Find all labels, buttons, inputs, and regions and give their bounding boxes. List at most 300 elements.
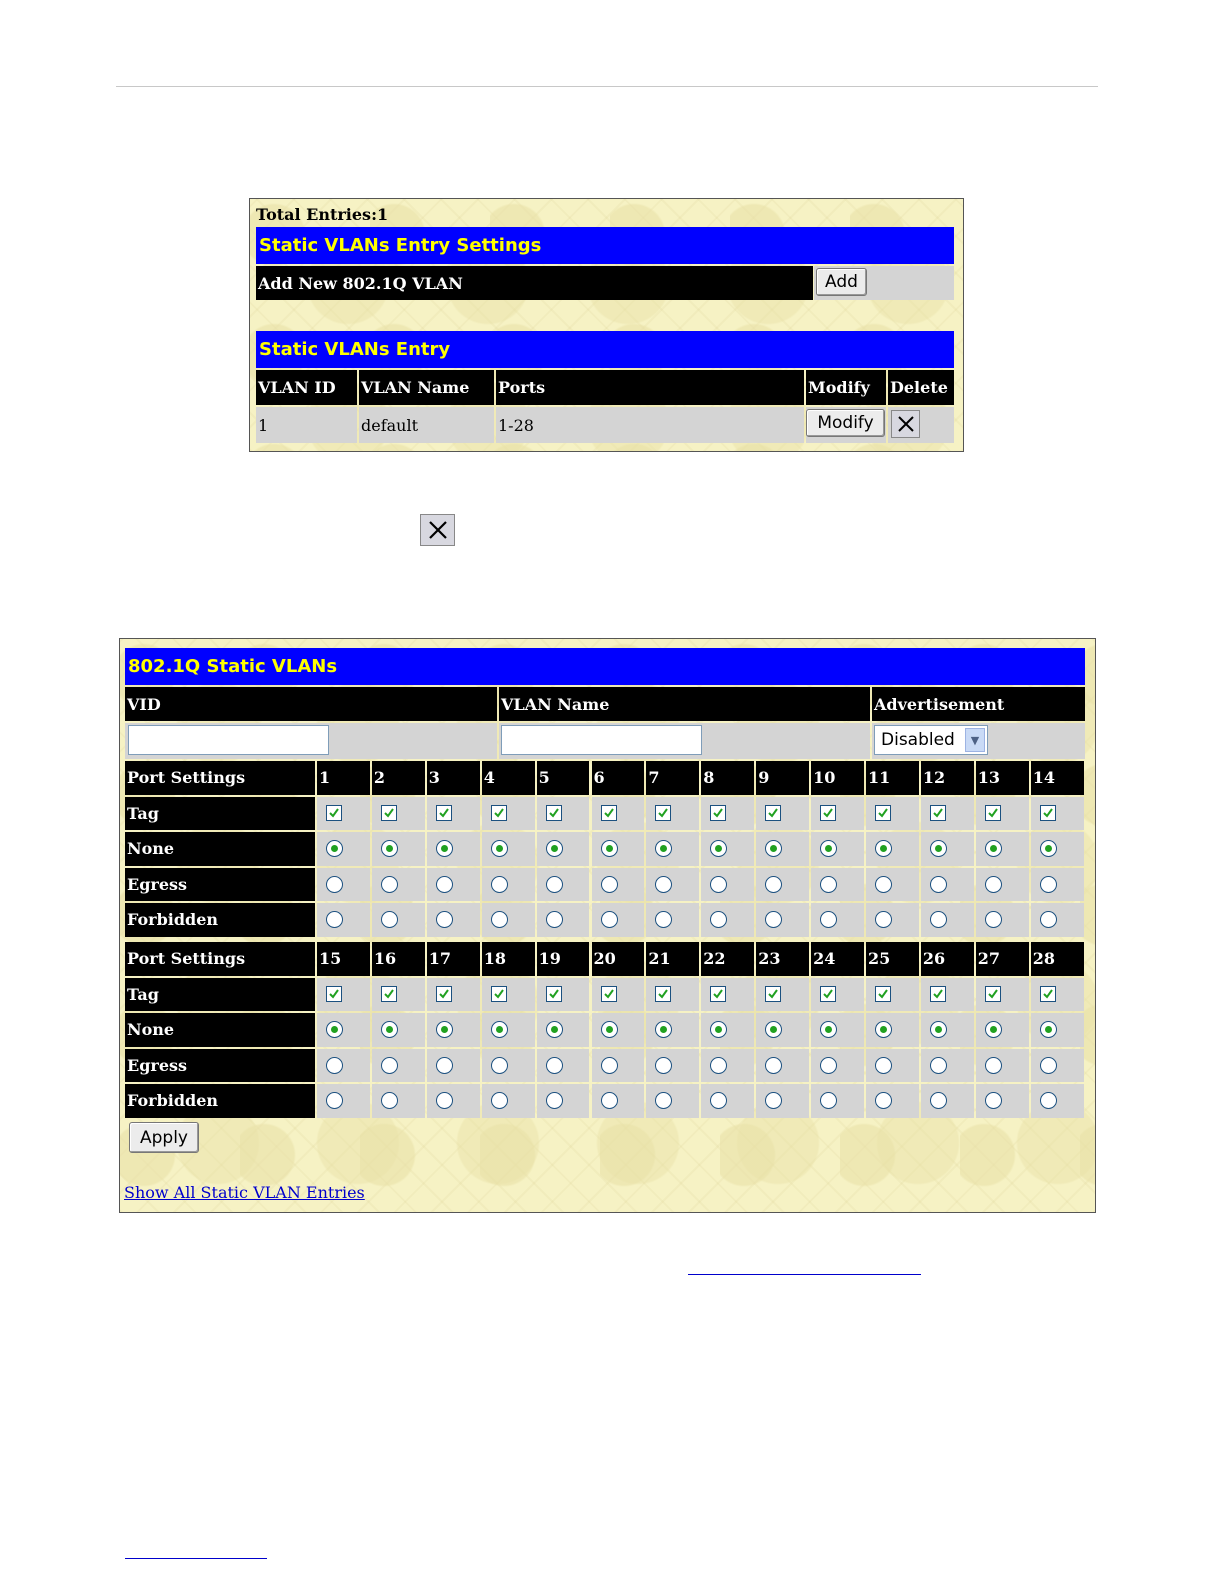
- port-cell: [976, 797, 1029, 831]
- port-cell: [921, 797, 974, 831]
- mode-radio-forbidden[interactable]: [381, 911, 398, 928]
- tag-checkbox[interactable]: [710, 805, 726, 821]
- port-cell: [427, 903, 480, 937]
- col-vlan-id: VLAN ID: [256, 370, 357, 405]
- vlan-name-label: VLAN Name: [499, 687, 870, 721]
- port-cell: [976, 978, 1029, 1012]
- port-cell: [427, 1049, 480, 1083]
- mode-radio-forbidden[interactable]: [820, 1092, 837, 1109]
- mode-radio-none[interactable]: [1040, 1021, 1057, 1038]
- mode-radio-none[interactable]: [436, 1021, 453, 1038]
- mode-radio-none[interactable]: [985, 840, 1002, 857]
- port-cell: [317, 1013, 370, 1047]
- radio-selected-icon: [496, 1026, 503, 1033]
- mode-radio-forbidden[interactable]: [491, 911, 508, 928]
- top-divider: [116, 86, 1098, 87]
- port-cell: [701, 1013, 754, 1047]
- radio-selected-icon: [1045, 845, 1052, 852]
- modify-button[interactable]: Modify: [806, 409, 885, 437]
- tag-checkbox[interactable]: [326, 986, 342, 1002]
- mode-radio-egress[interactable]: [381, 1057, 398, 1074]
- tag-checkbox[interactable]: [710, 986, 726, 1002]
- radio-selected-icon: [386, 1026, 393, 1033]
- tag-checkbox[interactable]: [381, 805, 397, 821]
- port-cell: [756, 832, 809, 866]
- checkbox-checked-icon: [603, 807, 615, 819]
- checkbox-checked-icon: [877, 807, 889, 819]
- vid-label: VID: [125, 687, 497, 721]
- mode-radio-egress[interactable]: [601, 876, 618, 893]
- port-cell: [317, 903, 370, 937]
- delete-button[interactable]: [891, 410, 920, 438]
- port-cell: [317, 832, 370, 866]
- tag-checkbox[interactable]: [820, 805, 836, 821]
- advertisement-select[interactable]: [874, 725, 988, 755]
- port-number-header: 10: [811, 761, 864, 795]
- port-number-header: 28: [1031, 942, 1084, 976]
- mode-radio-none[interactable]: [930, 840, 947, 857]
- mode-radio-egress[interactable]: [436, 1057, 453, 1074]
- port-cell: [317, 978, 370, 1012]
- mode-radio-none[interactable]: [875, 840, 892, 857]
- static-vlans-panel: [119, 638, 1096, 1213]
- port-cell: [646, 1084, 699, 1118]
- checkbox-checked-icon: [987, 807, 999, 819]
- checkbox-checked-icon: [493, 988, 505, 1000]
- mode-radio-egress[interactable]: [546, 1057, 563, 1074]
- tag-checkbox[interactable]: [1040, 805, 1056, 821]
- vlan-name-input[interactable]: [501, 725, 702, 755]
- mode-radio-egress[interactable]: [765, 876, 782, 893]
- mode-radio-egress[interactable]: [381, 876, 398, 893]
- mode-radio-forbidden[interactable]: [875, 911, 892, 928]
- checkbox-checked-icon: [383, 988, 395, 1000]
- checkbox-checked-icon: [767, 807, 779, 819]
- port-cell: [592, 978, 645, 1012]
- port-cell: [1031, 832, 1084, 866]
- show-all-static-vlan-link[interactable]: Show All Static VLAN Entries: [124, 1183, 365, 1202]
- port-cell: [1031, 1084, 1084, 1118]
- port-cell: [372, 1049, 425, 1083]
- tag-checkbox[interactable]: [765, 805, 781, 821]
- port-cell: [921, 978, 974, 1012]
- port-cell: [811, 832, 864, 866]
- tag-checkbox[interactable]: [491, 805, 507, 821]
- row-label-tag: Tag: [125, 978, 315, 1012]
- radio-selected-icon: [441, 1026, 448, 1033]
- radio-selected-icon: [825, 845, 832, 852]
- entry-title: Static VLANs Entry: [256, 331, 954, 368]
- port-cell: [646, 1049, 699, 1083]
- mode-radio-forbidden[interactable]: [546, 1092, 563, 1109]
- mode-radio-egress[interactable]: [1040, 1057, 1057, 1074]
- mode-radio-egress[interactable]: [601, 1057, 618, 1074]
- port-cell: [317, 797, 370, 831]
- port-number-header: 20: [592, 942, 645, 976]
- cell-vlan-name: default: [359, 407, 494, 443]
- mode-radio-none[interactable]: [820, 1021, 837, 1038]
- checkbox-checked-icon: [657, 988, 669, 1000]
- mode-radio-none[interactable]: [491, 840, 508, 857]
- row-label-none: None: [125, 832, 315, 866]
- port-number-header: 21: [646, 942, 699, 976]
- port-number-header: 19: [537, 942, 590, 976]
- mode-radio-forbidden[interactable]: [1040, 911, 1057, 928]
- port-cell: [756, 1084, 809, 1118]
- port-cell: [811, 868, 864, 902]
- radio-selected-icon: [551, 845, 558, 852]
- checkbox-checked-icon: [493, 807, 505, 819]
- port-number-header: 11: [866, 761, 919, 795]
- mode-radio-egress[interactable]: [765, 1057, 782, 1074]
- radio-selected-icon: [1045, 1026, 1052, 1033]
- port-cell: [1031, 868, 1084, 902]
- port-cell: [866, 903, 919, 937]
- port-cell: [482, 1049, 535, 1083]
- col-vlan-name: VLAN Name: [359, 370, 494, 405]
- port-cell: [866, 832, 919, 866]
- mode-radio-egress[interactable]: [491, 1057, 508, 1074]
- port-cell: [646, 832, 699, 866]
- port-cell: [592, 868, 645, 902]
- tag-checkbox[interactable]: [930, 805, 946, 821]
- checkbox-checked-icon: [822, 988, 834, 1000]
- tag-checkbox[interactable]: [436, 986, 452, 1002]
- radio-selected-icon: [990, 845, 997, 852]
- port-cell: [372, 1084, 425, 1118]
- radio-selected-icon: [880, 845, 887, 852]
- port-cell: [921, 832, 974, 866]
- mode-radio-egress[interactable]: [985, 876, 1002, 893]
- port-number-header: 4: [482, 761, 535, 795]
- port-cell: [372, 978, 425, 1012]
- port-cell: [1031, 903, 1084, 937]
- port-cell: [646, 1013, 699, 1047]
- port-cell: [1031, 1049, 1084, 1083]
- mode-radio-forbidden[interactable]: [436, 1092, 453, 1109]
- port-cell: [372, 1013, 425, 1047]
- mode-radio-none[interactable]: [875, 1021, 892, 1038]
- mode-radio-none[interactable]: [820, 840, 837, 857]
- port-cell: [646, 978, 699, 1012]
- mode-radio-forbidden[interactable]: [1040, 1092, 1057, 1109]
- port-cell: [866, 1049, 919, 1083]
- radio-selected-icon: [715, 1026, 722, 1033]
- port-cell: [976, 1084, 1029, 1118]
- port-cell: [976, 1049, 1029, 1083]
- port-cell: [756, 1049, 809, 1083]
- port-cell: [701, 1049, 754, 1083]
- mode-radio-forbidden[interactable]: [930, 911, 947, 928]
- tag-checkbox[interactable]: [765, 986, 781, 1002]
- mode-radio-forbidden[interactable]: [985, 1092, 1002, 1109]
- cell-vlan-id: 1: [256, 407, 357, 443]
- mode-radio-none[interactable]: [601, 1021, 618, 1038]
- port-cell: [811, 978, 864, 1012]
- mode-radio-forbidden[interactable]: [546, 911, 563, 928]
- port-cell: [701, 832, 754, 866]
- mode-radio-egress[interactable]: [326, 876, 343, 893]
- radio-selected-icon: [770, 1026, 777, 1033]
- port-number-header: 18: [482, 942, 535, 976]
- port-cell: [921, 903, 974, 937]
- port-cell: [537, 797, 590, 831]
- port-cell: [592, 1084, 645, 1118]
- port-cell: [427, 797, 480, 831]
- radio-selected-icon: [715, 845, 722, 852]
- mode-radio-forbidden[interactable]: [820, 911, 837, 928]
- mode-radio-none[interactable]: [436, 840, 453, 857]
- port-cell: [921, 868, 974, 902]
- radio-selected-icon: [606, 1026, 613, 1033]
- radio-selected-icon: [880, 1026, 887, 1033]
- add-button[interactable]: Add: [816, 268, 867, 296]
- port-number-header: 23: [756, 942, 809, 976]
- link-underline: [688, 1274, 921, 1275]
- port-cell: [811, 903, 864, 937]
- checkbox-checked-icon: [328, 988, 340, 1000]
- mode-radio-egress[interactable]: [491, 876, 508, 893]
- mode-radio-none[interactable]: [381, 840, 398, 857]
- port-cell: [756, 903, 809, 937]
- port-cell: [701, 797, 754, 831]
- port-number-header: 5: [537, 761, 590, 795]
- static-vlans-entry-panel: [249, 198, 964, 452]
- port-number-header: 6: [592, 761, 645, 795]
- port-cell: [811, 797, 864, 831]
- port-number-header: 8: [701, 761, 754, 795]
- tag-checkbox[interactable]: [601, 986, 617, 1002]
- port-cell: [482, 868, 535, 902]
- mode-radio-none[interactable]: [491, 1021, 508, 1038]
- port-cell: [976, 832, 1029, 866]
- port-number-header: 7: [646, 761, 699, 795]
- chevron-down-icon: ▼: [965, 728, 985, 752]
- tag-checkbox[interactable]: [875, 805, 891, 821]
- port-cell: [866, 868, 919, 902]
- mode-radio-forbidden[interactable]: [985, 911, 1002, 928]
- mode-radio-forbidden[interactable]: [601, 1092, 618, 1109]
- port-cell: [866, 978, 919, 1012]
- mode-radio-none[interactable]: [381, 1021, 398, 1038]
- mode-radio-forbidden[interactable]: [326, 911, 343, 928]
- tag-checkbox[interactable]: [930, 986, 946, 1002]
- settings-title: Static VLANs Entry Settings: [256, 227, 954, 264]
- mode-radio-egress[interactable]: [930, 876, 947, 893]
- port-cell: [482, 1013, 535, 1047]
- checkbox-checked-icon: [1042, 807, 1054, 819]
- mode-radio-egress[interactable]: [985, 1057, 1002, 1074]
- col-delete: Delete: [888, 370, 954, 405]
- mode-radio-forbidden[interactable]: [381, 1092, 398, 1109]
- mode-radio-none[interactable]: [326, 1021, 343, 1038]
- port-cell: [482, 797, 535, 831]
- port-cell: [921, 1084, 974, 1118]
- port-number-header: 26: [921, 942, 974, 976]
- tag-checkbox[interactable]: [546, 805, 562, 821]
- mode-radio-egress[interactable]: [875, 1057, 892, 1074]
- port-cell: [701, 1084, 754, 1118]
- row-label-none: None: [125, 1013, 315, 1047]
- static-vlans-title: 802.1Q Static VLANs: [125, 648, 1085, 685]
- port-number-header: 1: [317, 761, 370, 795]
- tag-checkbox[interactable]: [436, 805, 452, 821]
- radio-selected-icon: [441, 845, 448, 852]
- port-cell: [592, 1049, 645, 1083]
- mode-radio-none[interactable]: [930, 1021, 947, 1038]
- port-cell: [866, 1084, 919, 1118]
- row-label-egress: Egress: [125, 868, 315, 902]
- port-cell: [537, 1084, 590, 1118]
- checkbox-checked-icon: [712, 988, 724, 1000]
- add-new-vlan-label: Add New 802.1Q VLAN: [256, 266, 813, 300]
- checkbox-checked-icon: [657, 807, 669, 819]
- mode-radio-none[interactable]: [546, 1021, 563, 1038]
- advertisement-label: Advertisement: [872, 687, 1085, 721]
- tag-checkbox[interactable]: [655, 986, 671, 1002]
- tag-checkbox[interactable]: [546, 986, 562, 1002]
- port-cell: [427, 868, 480, 902]
- radio-selected-icon: [551, 1026, 558, 1033]
- radio-selected-icon: [331, 1026, 338, 1033]
- radio-selected-icon: [990, 1026, 997, 1033]
- radio-selected-icon: [331, 845, 338, 852]
- tag-checkbox[interactable]: [601, 805, 617, 821]
- mode-radio-egress[interactable]: [546, 876, 563, 893]
- port-cell: [537, 903, 590, 937]
- port-cell: [372, 832, 425, 866]
- port-cell: [317, 1084, 370, 1118]
- mode-radio-forbidden[interactable]: [436, 911, 453, 928]
- mode-radio-egress[interactable]: [820, 876, 837, 893]
- mode-radio-egress[interactable]: [436, 876, 453, 893]
- tag-checkbox[interactable]: [820, 986, 836, 1002]
- col-ports: Ports: [496, 370, 804, 405]
- port-cell: [921, 1049, 974, 1083]
- port-number-header: 13: [976, 761, 1029, 795]
- mode-radio-none[interactable]: [546, 840, 563, 857]
- port-cell: [537, 832, 590, 866]
- link-underline: [125, 1558, 267, 1559]
- port-cell: [372, 868, 425, 902]
- radio-selected-icon: [770, 845, 777, 852]
- port-cell: [427, 978, 480, 1012]
- vid-input[interactable]: [128, 725, 329, 755]
- port-cell: [866, 797, 919, 831]
- port-number-header: 9: [756, 761, 809, 795]
- mode-radio-none[interactable]: [601, 840, 618, 857]
- mode-radio-egress[interactable]: [1040, 876, 1057, 893]
- checkbox-checked-icon: [1042, 988, 1054, 1000]
- port-cell: [646, 797, 699, 831]
- tag-checkbox[interactable]: [985, 805, 1001, 821]
- mode-radio-forbidden[interactable]: [930, 1092, 947, 1109]
- radio-selected-icon: [935, 845, 942, 852]
- mode-radio-egress[interactable]: [655, 1057, 672, 1074]
- port-cell: [811, 1084, 864, 1118]
- port-cell: [592, 832, 645, 866]
- port-cell: [976, 868, 1029, 902]
- port-number-header: 22: [701, 942, 754, 976]
- checkbox-checked-icon: [932, 988, 944, 1000]
- mode-radio-forbidden[interactable]: [875, 1092, 892, 1109]
- mode-radio-egress[interactable]: [875, 876, 892, 893]
- port-cell: [701, 903, 754, 937]
- mode-radio-egress[interactable]: [710, 876, 727, 893]
- tag-checkbox[interactable]: [985, 986, 1001, 1002]
- mode-radio-forbidden[interactable]: [491, 1092, 508, 1109]
- radio-selected-icon: [660, 845, 667, 852]
- delete-x-icon: [427, 519, 449, 541]
- port-cell: [811, 1049, 864, 1083]
- port-number-header: 15: [317, 942, 370, 976]
- checkbox-checked-icon: [548, 988, 560, 1000]
- port-number-header: 17: [427, 942, 480, 976]
- port-settings-label: Port Settings: [125, 761, 315, 795]
- port-number-header: 24: [811, 942, 864, 976]
- checkbox-checked-icon: [822, 807, 834, 819]
- port-cell: [537, 868, 590, 902]
- port-number-header: 16: [372, 942, 425, 976]
- advertisement-value: Disabled: [881, 730, 955, 750]
- port-cell: [372, 903, 425, 937]
- tag-checkbox[interactable]: [491, 986, 507, 1002]
- mode-radio-none[interactable]: [985, 1021, 1002, 1038]
- port-cell: [756, 1013, 809, 1047]
- delete-x-icon: [897, 415, 915, 433]
- row-label-egress: Egress: [125, 1049, 315, 1083]
- apply-button[interactable]: Apply: [129, 1122, 199, 1153]
- port-cell: [1031, 978, 1084, 1012]
- port-cell: [482, 1084, 535, 1118]
- radio-selected-icon: [825, 1026, 832, 1033]
- port-cell: [537, 1013, 590, 1047]
- checkbox-checked-icon: [548, 807, 560, 819]
- mode-radio-none[interactable]: [1040, 840, 1057, 857]
- port-cell: [866, 1013, 919, 1047]
- port-cell: [1031, 797, 1084, 831]
- mode-radio-egress[interactable]: [326, 1057, 343, 1074]
- port-cell: [317, 868, 370, 902]
- port-number-header: 2: [372, 761, 425, 795]
- radio-selected-icon: [606, 845, 613, 852]
- port-number-header: 12: [921, 761, 974, 795]
- checkbox-checked-icon: [438, 807, 450, 819]
- checkbox-checked-icon: [383, 807, 395, 819]
- radio-selected-icon: [660, 1026, 667, 1033]
- mode-radio-egress[interactable]: [930, 1057, 947, 1074]
- port-cell: [537, 1049, 590, 1083]
- mode-radio-egress[interactable]: [710, 1057, 727, 1074]
- port-settings-label: Port Settings: [125, 942, 315, 976]
- mode-radio-forbidden[interactable]: [326, 1092, 343, 1109]
- tag-checkbox[interactable]: [875, 986, 891, 1002]
- port-number-header: 14: [1031, 761, 1084, 795]
- port-cell: [482, 978, 535, 1012]
- tag-checkbox[interactable]: [655, 805, 671, 821]
- port-cell: [372, 797, 425, 831]
- port-cell: [482, 832, 535, 866]
- mode-radio-none[interactable]: [326, 840, 343, 857]
- checkbox-checked-icon: [603, 988, 615, 1000]
- mode-radio-egress[interactable]: [820, 1057, 837, 1074]
- tag-checkbox[interactable]: [381, 986, 397, 1002]
- mode-radio-forbidden[interactable]: [601, 911, 618, 928]
- mode-radio-egress[interactable]: [655, 876, 672, 893]
- port-number-header: 3: [427, 761, 480, 795]
- tag-checkbox[interactable]: [1040, 986, 1056, 1002]
- tag-checkbox[interactable]: [326, 805, 342, 821]
